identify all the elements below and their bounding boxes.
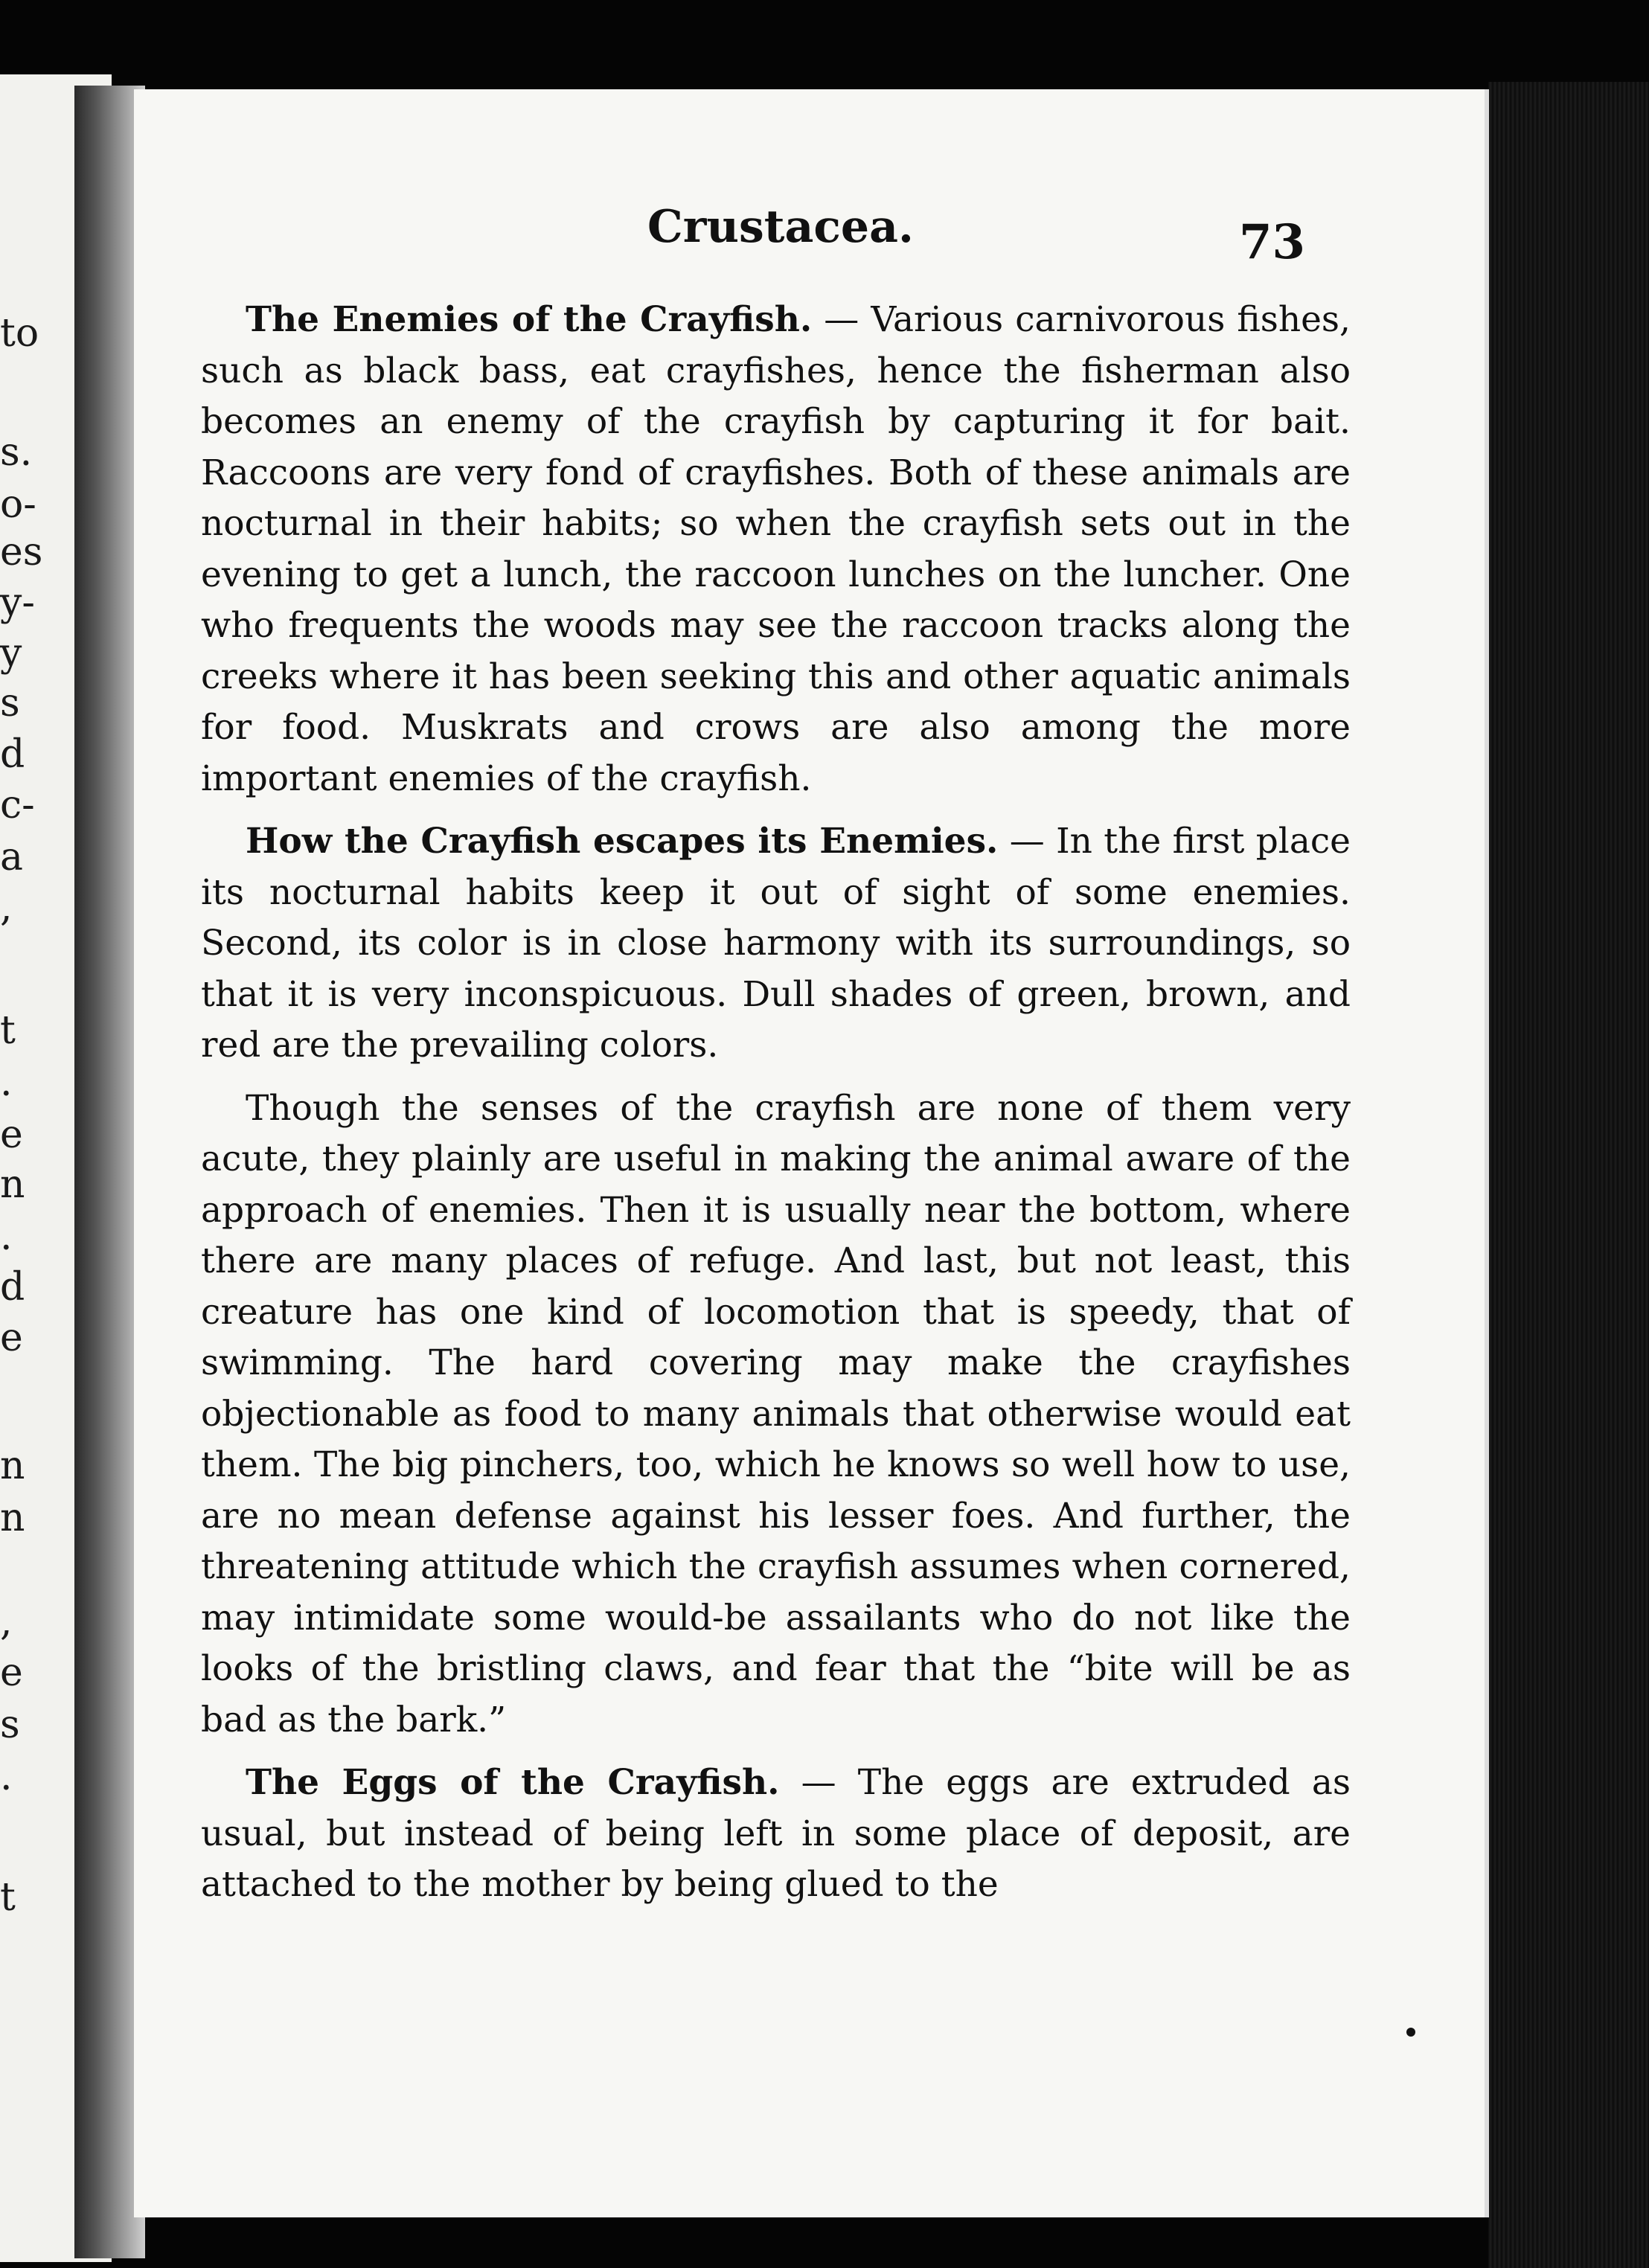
left-fragment: d bbox=[0, 732, 25, 777]
left-fragment: y bbox=[0, 631, 22, 676]
left-fragment: . bbox=[0, 1755, 13, 1799]
paragraph-enemies bbox=[201, 295, 1351, 804]
left-fragment: a bbox=[0, 835, 24, 880]
paragraph-text: — In the first place its nocturnal habits keep it out of sight of some enemies. Second, its color is in close harmony with its surroundings, so that it is very inconspicuous. Dull shades of green, brown, and red are the prevailing colors. bbox=[201, 821, 1351, 1066]
left-fragment: o- bbox=[0, 482, 36, 527]
left-fragment: . bbox=[0, 1060, 13, 1105]
page-speck bbox=[1406, 2028, 1415, 2037]
section-heading: The Enemies of the Crayfish. bbox=[246, 299, 813, 340]
paragraph-text: — The eggs are extruded as usual, but instead of being left in some place of deposit, are attached to the mother by being glued to the bbox=[201, 1762, 1351, 1905]
left-fragment: e bbox=[0, 1650, 23, 1695]
left-fragment: s bbox=[0, 1702, 20, 1747]
left-fragment: n bbox=[0, 1444, 25, 1488]
left-fragment: e bbox=[0, 1316, 23, 1360]
paragraph-text: Though the senses of the crayfish are none of them very acute, they plainly are useful in making the animal aware of the approach of enemies. Then it is usually near the bottom, where there are many places of refuge. And last, but not least, this creature has one kind of locomotion that is speedy, that of swimming. The hard covering may make the crayfishes objectionable as food to many animals that otherwise would eat them. The big pinchers, too, which he knows so well how to use, are no mean defense against his lesser foes. And further, the threatening attitude which the crayfish assumes when cornered, may intimidate some would-be assailants who do not like the looks of the bristling claws, and fear that the “bite will be as bad as the bark.” bbox=[201, 1087, 1351, 1740]
book-page-edges bbox=[1488, 82, 1649, 2268]
left-fragment: es bbox=[0, 530, 43, 574]
left-fragment: s. bbox=[0, 430, 33, 475]
section-heading: The Eggs of the Crayfish. bbox=[246, 1762, 780, 1803]
left-fragment: s bbox=[0, 681, 20, 725]
left-fragment: e bbox=[0, 1112, 23, 1157]
paragraph-senses bbox=[201, 1083, 1351, 1746]
page-number: 73 bbox=[1239, 214, 1306, 270]
left-fragment: , bbox=[0, 1600, 13, 1644]
left-fragment: n bbox=[0, 1496, 25, 1540]
page bbox=[134, 89, 1489, 2217]
left-fragment: y- bbox=[0, 580, 35, 625]
left-fragment: , bbox=[0, 885, 13, 930]
left-fragment: t bbox=[0, 1875, 16, 1920]
left-fragment: to bbox=[0, 311, 39, 356]
paragraph-text: — Various carnivorous fishes, such as black bass, eat crayfishes, hence the fisherman also becomes an enemy of the crayfish by capturing it for bait. Raccoons are very fond of crayfishes. Both of these animals are nocturnal in their habits; so when the crayfish sets out in the evening to get a lunch, the raccoon lunches on the luncher. One who frequents the woods may see the raccoon tracks along the creeks where it has been seeking this and other aquatic animals for food. Muskrats and crows are also among the more important enemies of the crayfish. bbox=[201, 299, 1351, 799]
paragraph-eggs bbox=[201, 1758, 1351, 1911]
left-fragment: . bbox=[0, 1214, 13, 1259]
section-heading: How the Crayfish escapes its Enemies. bbox=[246, 821, 999, 862]
left-fragment: t bbox=[0, 1008, 16, 1053]
left-fragment: d bbox=[0, 1265, 25, 1310]
left-fragment: c- bbox=[0, 783, 35, 827]
body-text bbox=[201, 295, 1351, 1923]
left-fragment: n bbox=[0, 1162, 25, 1207]
running-head-title: Crustacea. bbox=[647, 201, 914, 253]
paragraph-escapes bbox=[201, 816, 1351, 1071]
